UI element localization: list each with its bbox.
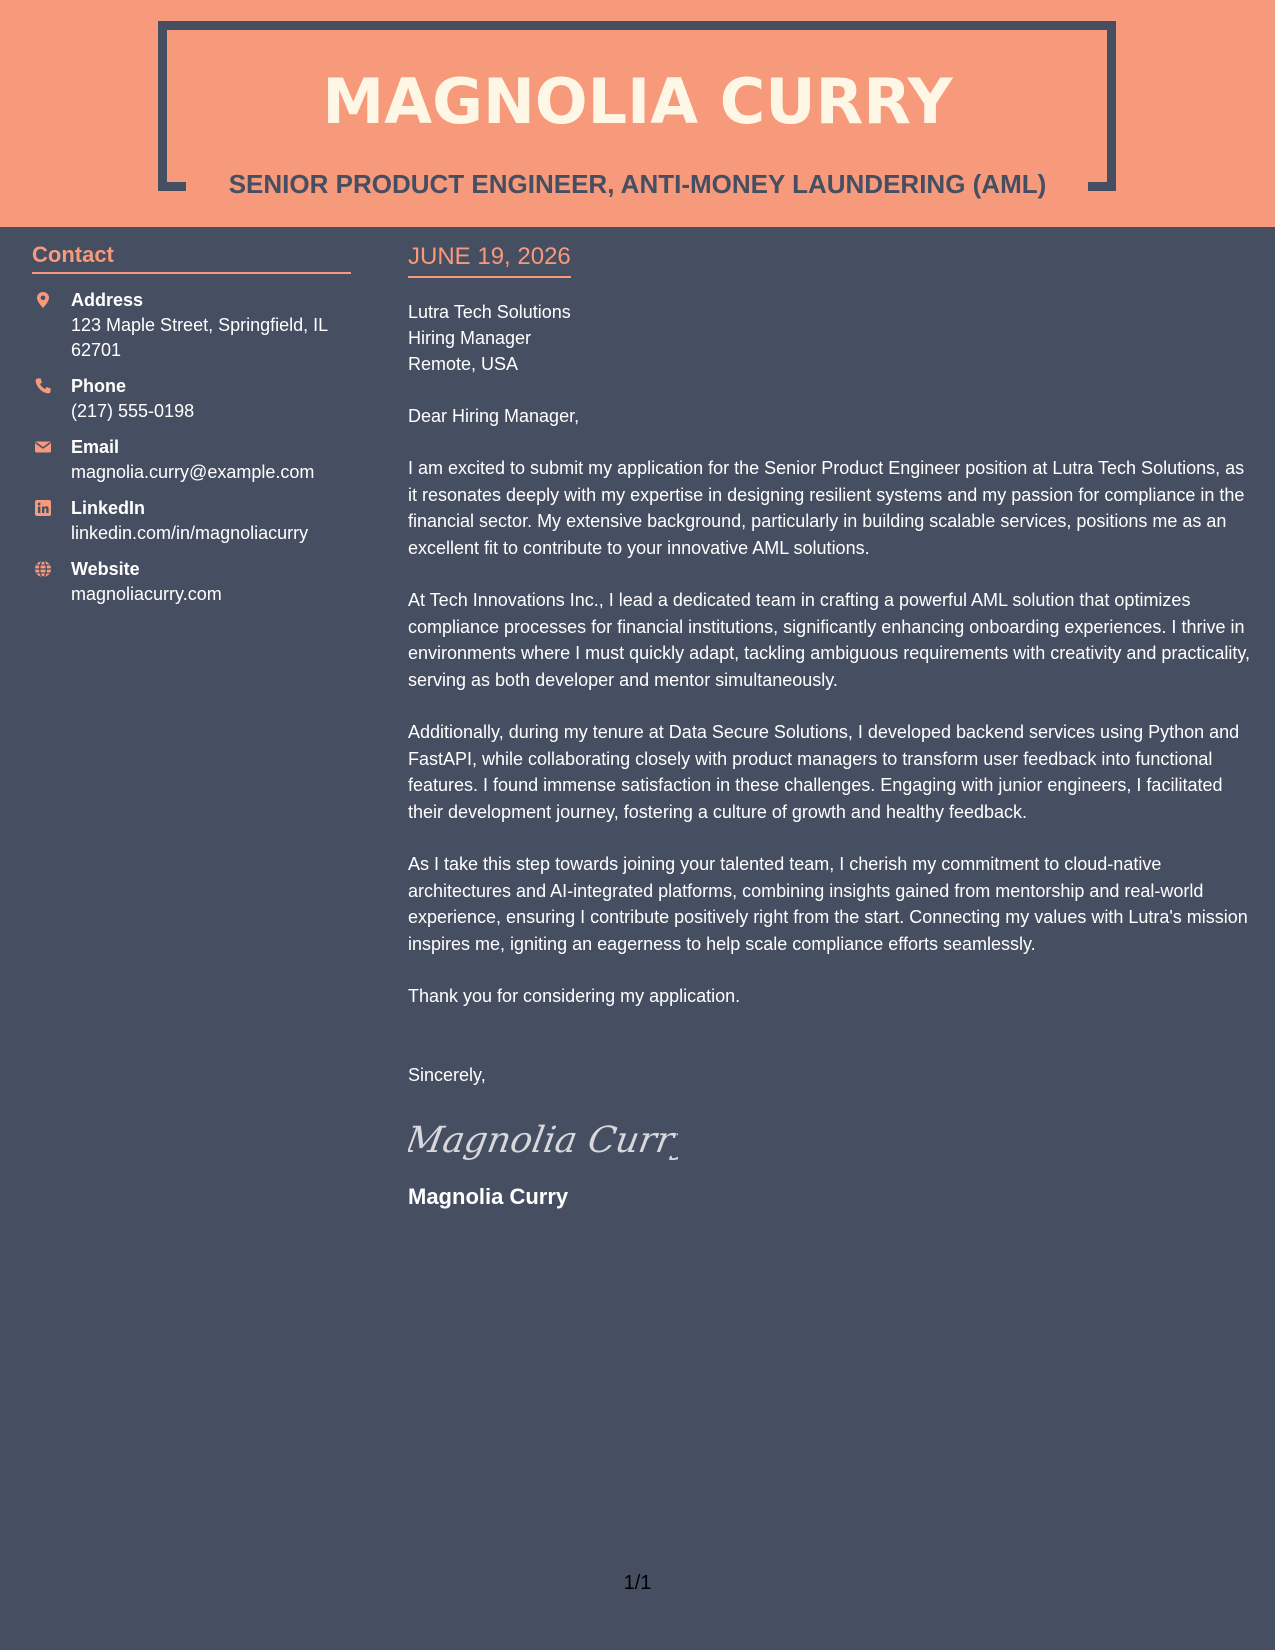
paragraph: Additionally, during my tenure at Data Secure Solutions, I developed backend services using Python and FastAPI, while collaborating closely with product managers to transform user feedback into functional features. I found immense satisfaction in these challenges. Engaging with junior engineers, I facilitated their development journey, fostering a culture of growth and healthy feedback. [408, 722, 1240, 822]
applicant-role: SENIOR PRODUCT ENGINEER, ANTI-MONEY LAUNDERING (AML) [228, 169, 1047, 199]
letter-date: JUNE 19, 2026 [408, 240, 571, 278]
closing: Sincerely, [408, 1064, 486, 1085]
signature-text: Magnolia Curry [408, 1117, 678, 1161]
contact-value: linkedin.com/in/magnoliacurry [71, 523, 309, 543]
contact-value: magnoliacurry.com [71, 584, 222, 604]
applicant-name: MAGNOLIA CURRY [322, 65, 953, 138]
globe-icon [34, 560, 52, 578]
contact-label: Address [71, 290, 144, 310]
recipient-block [408, 299, 1253, 377]
recipient-company: Lutra Tech Solutions [408, 302, 571, 322]
paragraph: At Tech Innovations Inc., I lead a dedicated team in crafting a powerful AML solution that optimizes compliance processes for financial institutions, significantly enhancing onboarding experiences. I thrive in environments where I must quickly adapt, tackling ambiguous requirements with creativity and practicality, serving as both developer and mentor simultaneously. [408, 590, 1251, 690]
contact-item-email [32, 435, 351, 485]
handwritten-signature [408, 1108, 1253, 1168]
phone-icon [34, 377, 52, 395]
contact-value: (217) 555-0198 [71, 401, 195, 421]
linkedin-icon [34, 499, 52, 517]
paragraph: I am excited to submit my application for the Senior Product Engineer position at Lutra Tech Solutions, as it resonates deeply with my expertise in designing resilient systems and my passion for compliance in the financial sector. My extensive background, particularly in building scalable services, positions me as an excellent fit to contribute to your innovative AML solutions. [408, 458, 1245, 558]
contact-label: LinkedIn [71, 498, 146, 518]
contact-item-website [32, 557, 351, 607]
page-number: 1/1 [623, 1572, 652, 1594]
contact-label: Email [71, 437, 120, 457]
contact-sidebar [32, 240, 351, 618]
contact-item-phone [32, 374, 351, 424]
contact-item-address [32, 288, 351, 363]
contact-label: Phone [71, 376, 127, 396]
recipient-location: Remote, USA [408, 354, 519, 374]
paragraph: As I take this step towards joining your talented team, I cherish my commitment to cloud-native architectures and AI-integrated platforms, combining insights gained from mentorship and real-world experience, ensuring I contribute positively right from the start. Connecting my values with Lutra's mission inspires me, igniting an eagerness to help scale compliance efforts seamlessly. [408, 854, 1248, 954]
location-pin-icon [34, 291, 52, 309]
greeting: Dear Hiring Manager, [408, 406, 580, 426]
contact-item-linkedin [32, 496, 351, 546]
contact-value: magnolia.curry@example.com [71, 462, 315, 482]
contact-label: Website [71, 559, 140, 579]
contact-list [32, 288, 351, 607]
paragraph: Thank you for considering my application. [408, 986, 741, 1006]
contact-value: 123 Maple Street, Springfield, IL 62701 [71, 315, 328, 360]
recipient-title: Hiring Manager [408, 328, 532, 348]
signed-name: Magnolia Curry [408, 1183, 569, 1209]
contact-heading: Contact [32, 240, 351, 274]
envelope-icon [34, 438, 52, 456]
letter-body [408, 240, 1253, 1212]
